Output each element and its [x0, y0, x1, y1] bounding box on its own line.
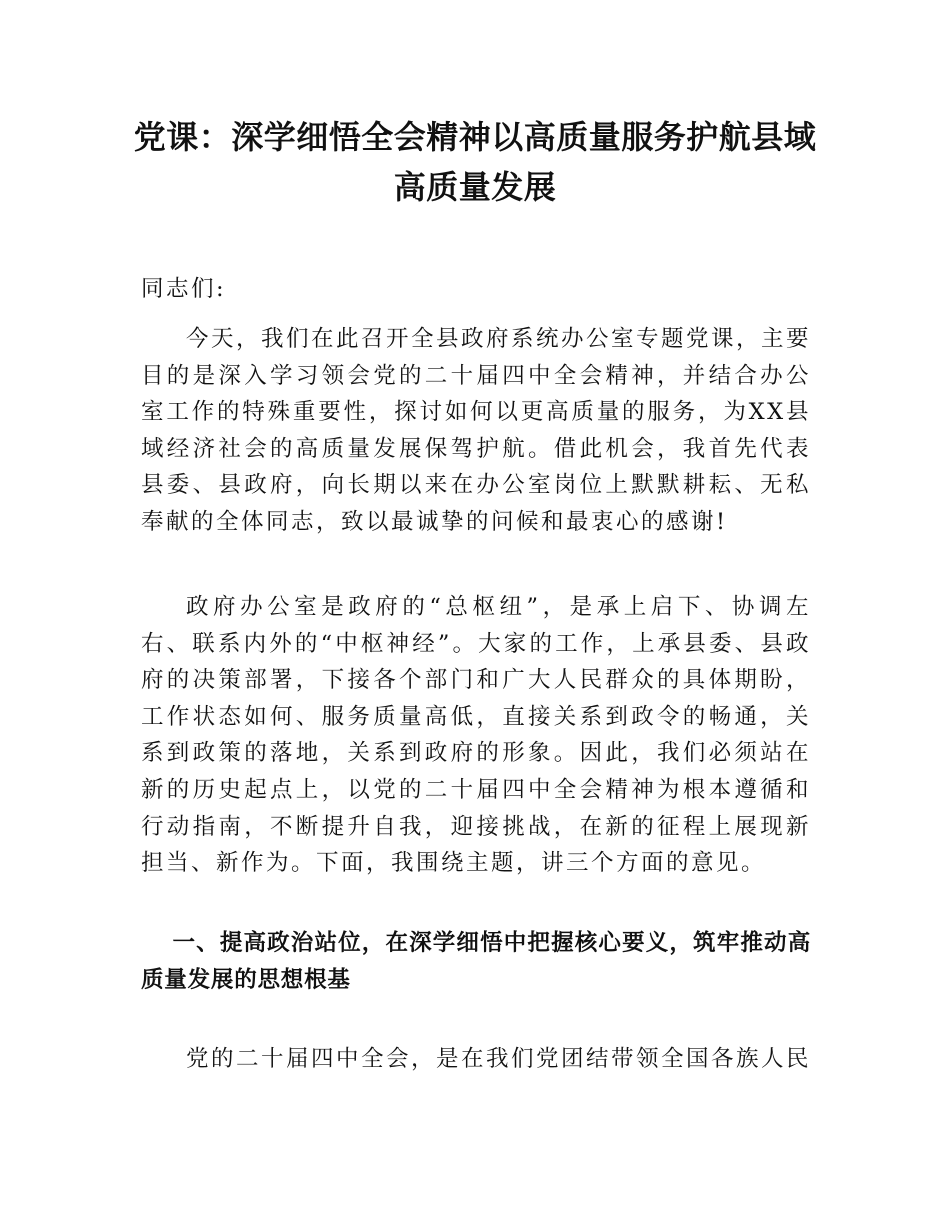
paragraph-office-role: 政府办公室是政府的“总枢纽”，是承上启下、协调左右、联系内外的“中枢神经”。大家的工作，上承县委、县政府的决策部署，下接各个部门和广大人民群众的具体期盼，工作状态如何、服务质量高低，直接关系到政令的畅通，关系到政策的落地，关系到政府的形象。因此，我们必须站在新的历史起点上，以党的二十届四中全会精神为根本遵循和行动指南，不断提升自我，迎接挑战，在新的征程上展现新担当、新作为。下面，我围绕主题，讲三个方面的意见。: [141, 594, 811, 877]
paragraph-intro: 今天，我们在此召开全县政府系统办公室专题党课，主要目的是深入学习领会党的二十届四中全会精神，并结合办公室工作的特殊重要性，探讨如何以更高质量的服务，为XX县域经济社会的高质量发展保驾护航。借此机会，我首先代表县委、县政府，向长期以来在办公室岗位上默默耕耘、无私奉献的全体同志，致以最诚挚的问候和最衷心的感谢!: [141, 326, 812, 535]
salutation: 同志们:: [141, 276, 227, 302]
section-heading-1: 一、提高政治站位，在深学细悟中把握核心要义，筑牢推动高质量发展的思想根基: [141, 930, 811, 993]
document-title: 党课：深学细悟全会精神以高质量服务护航县域高质量发展: [133, 118, 817, 206]
paragraph-section-1-start: 党的二十届四中全会，是在我们党团结带领全国各族人民: [186, 1046, 812, 1072]
